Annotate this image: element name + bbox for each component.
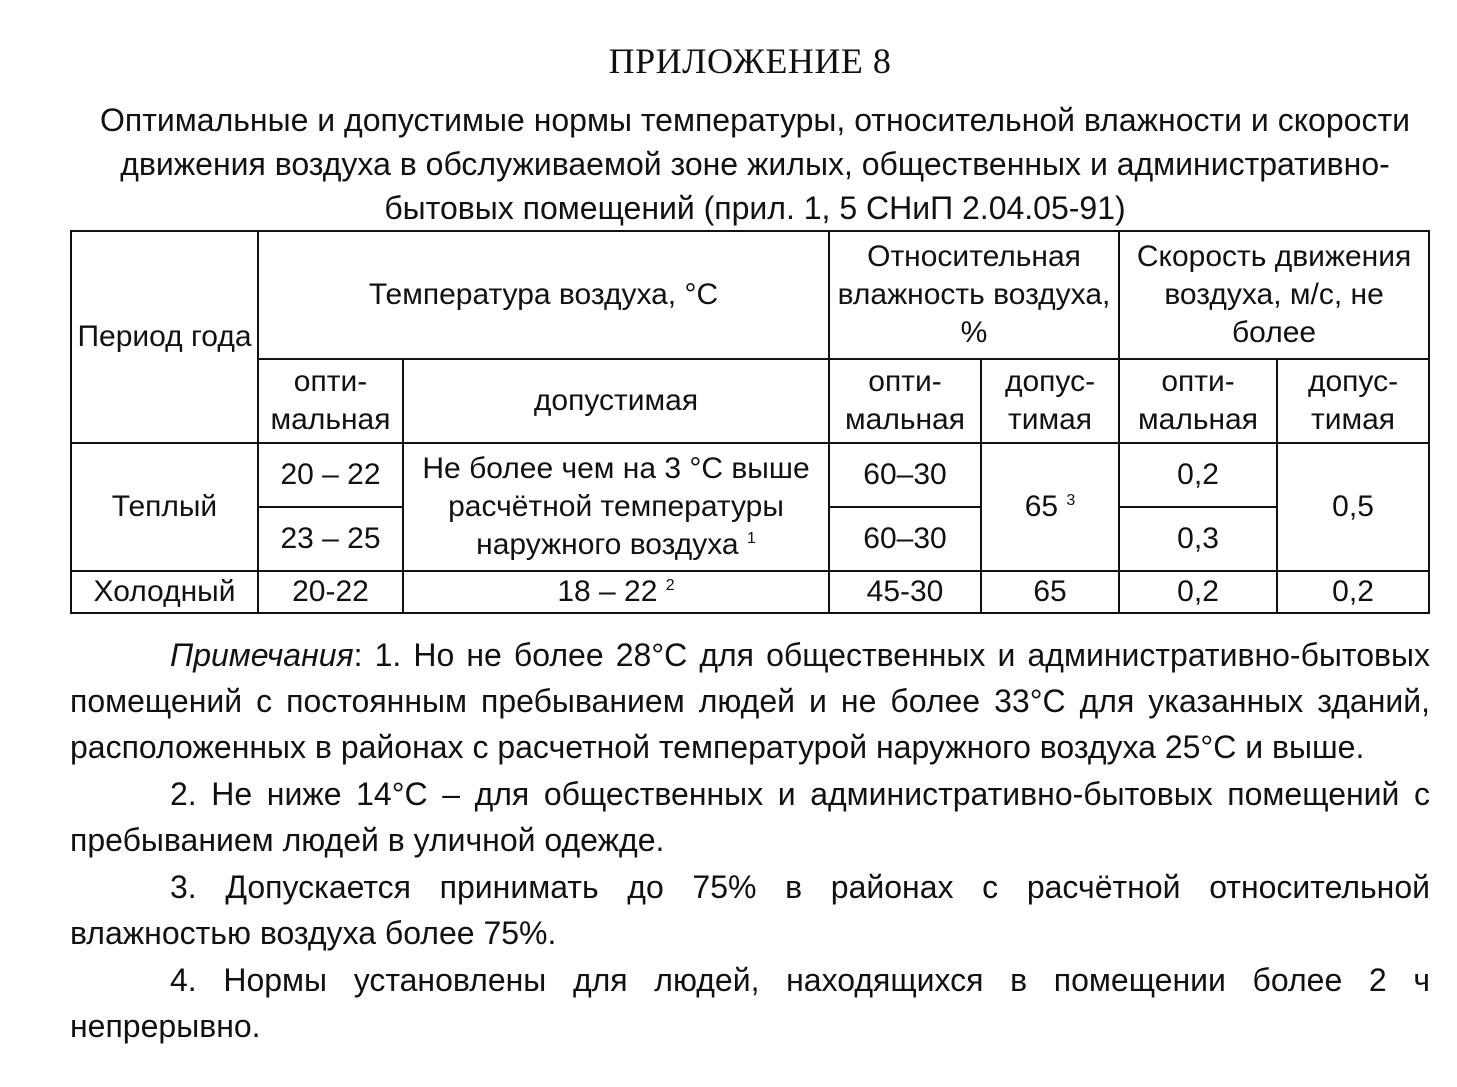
- warm-hum-optimal-1: 60–30: [829, 443, 981, 507]
- footnote-mark-3: 3: [1066, 492, 1076, 509]
- warm-speed-optimal-1: 0,2: [1119, 443, 1277, 507]
- cold-hum-allowed: 65: [981, 571, 1119, 613]
- header-hum-optimal: опти-мальная: [829, 359, 981, 443]
- notes-section: [70, 632, 1430, 1049]
- norms-table: [70, 230, 1430, 614]
- cold-temp-allowed: [403, 571, 829, 613]
- warm-hum-allowed: [981, 443, 1119, 571]
- note-1: Примечания: 1. Но не более 28°С для общественных и административно-бытовых помещений с постоянным пребыванием людей и не более 33°С для указанных зданий, расположенных в районах с расчетной температурой наружного воздуха 25°С и выше.: [70, 637, 1431, 765]
- warm-temp-allowed-text: Не более чем на 3 °С выше расчётной температуры наружного воздуха: [422, 452, 810, 561]
- note-4: 4. Нормы установлены для людей, находящихся в помещении более 2 ч непрерывно.: [70, 962, 1430, 1044]
- warm-temp-allowed: [403, 443, 829, 571]
- header-row-1: [71, 231, 1429, 359]
- document-title: Оптимальные и допустимые нормы температуры, относительной влажности и скорости движения воздуха в обслуживаемой зоне жилых, общественных и административно-бытовых помещений (прил. 1, 5 СНиП 2.04.05-91): [100, 102, 1410, 226]
- table-row-cold: [71, 571, 1429, 613]
- header-speed: Скорость движения воздуха, м/с, не более: [1119, 231, 1429, 359]
- header-humidity: Относительная влажность воздуха, %: [829, 231, 1119, 359]
- header-row-2: [71, 359, 1429, 443]
- cold-speed-optimal: 0,2: [1119, 571, 1277, 613]
- appendix-heading: ПРИЛОЖЕНИЕ 8: [608, 41, 892, 81]
- footnote-mark-1: 1: [746, 530, 756, 547]
- warm-hum-optimal-2: 60–30: [829, 507, 981, 571]
- header-speed-optimal: опти-мальная: [1119, 359, 1277, 443]
- note-2: 2. Не ниже 14°С – для общественных и административно-бытовых помещений с пребыванием людей в уличной одежде.: [70, 776, 1430, 858]
- warm-speed-optimal-2: 0,3: [1119, 507, 1277, 571]
- notes-label: Примечания: [170, 637, 354, 673]
- header-temp-allowed: допустимая: [403, 359, 829, 443]
- table-row-warm-1: [71, 443, 1429, 507]
- header-temperature: Температура воздуха, °С: [258, 231, 829, 359]
- footnote-mark-2: 2: [665, 577, 675, 594]
- warm-speed-allowed: 0,5: [1277, 443, 1429, 571]
- warm-period: Теплый: [71, 443, 258, 571]
- cold-speed-allowed: 0,2: [1277, 571, 1429, 613]
- header-speed-allowed: допус-тимая: [1277, 359, 1429, 443]
- cold-hum-optimal: 45-30: [829, 571, 981, 613]
- cold-temp-allowed-value: 18 – 22: [557, 575, 658, 608]
- warm-temp-optimal-2: 23 – 25: [258, 507, 403, 571]
- header-period: Период года: [71, 231, 258, 443]
- note-3: 3. Допускается принимать до 75% в районах с расчётной относительной влажностью воздуха более 75%.: [70, 869, 1430, 951]
- norms-table-container: [70, 230, 1428, 614]
- header-temp-optimal: опти-мальная: [258, 359, 403, 443]
- warm-hum-allowed-value: 65: [1024, 490, 1059, 523]
- cold-period: Холодный: [71, 571, 258, 613]
- note-1-text: 1. Но не более 28°С для общественных и административно-бытовых помещений с постоянным пребыванием людей и не более 33°С для указанных зданий, расположенных в районах с расчетной температурой наружного воздуха 25°С и выше.: [70, 637, 1431, 765]
- cold-temp-optimal: 20-22: [258, 571, 403, 613]
- header-hum-allowed: допус-тимая: [981, 359, 1119, 443]
- warm-temp-optimal-1: 20 – 22: [258, 443, 403, 507]
